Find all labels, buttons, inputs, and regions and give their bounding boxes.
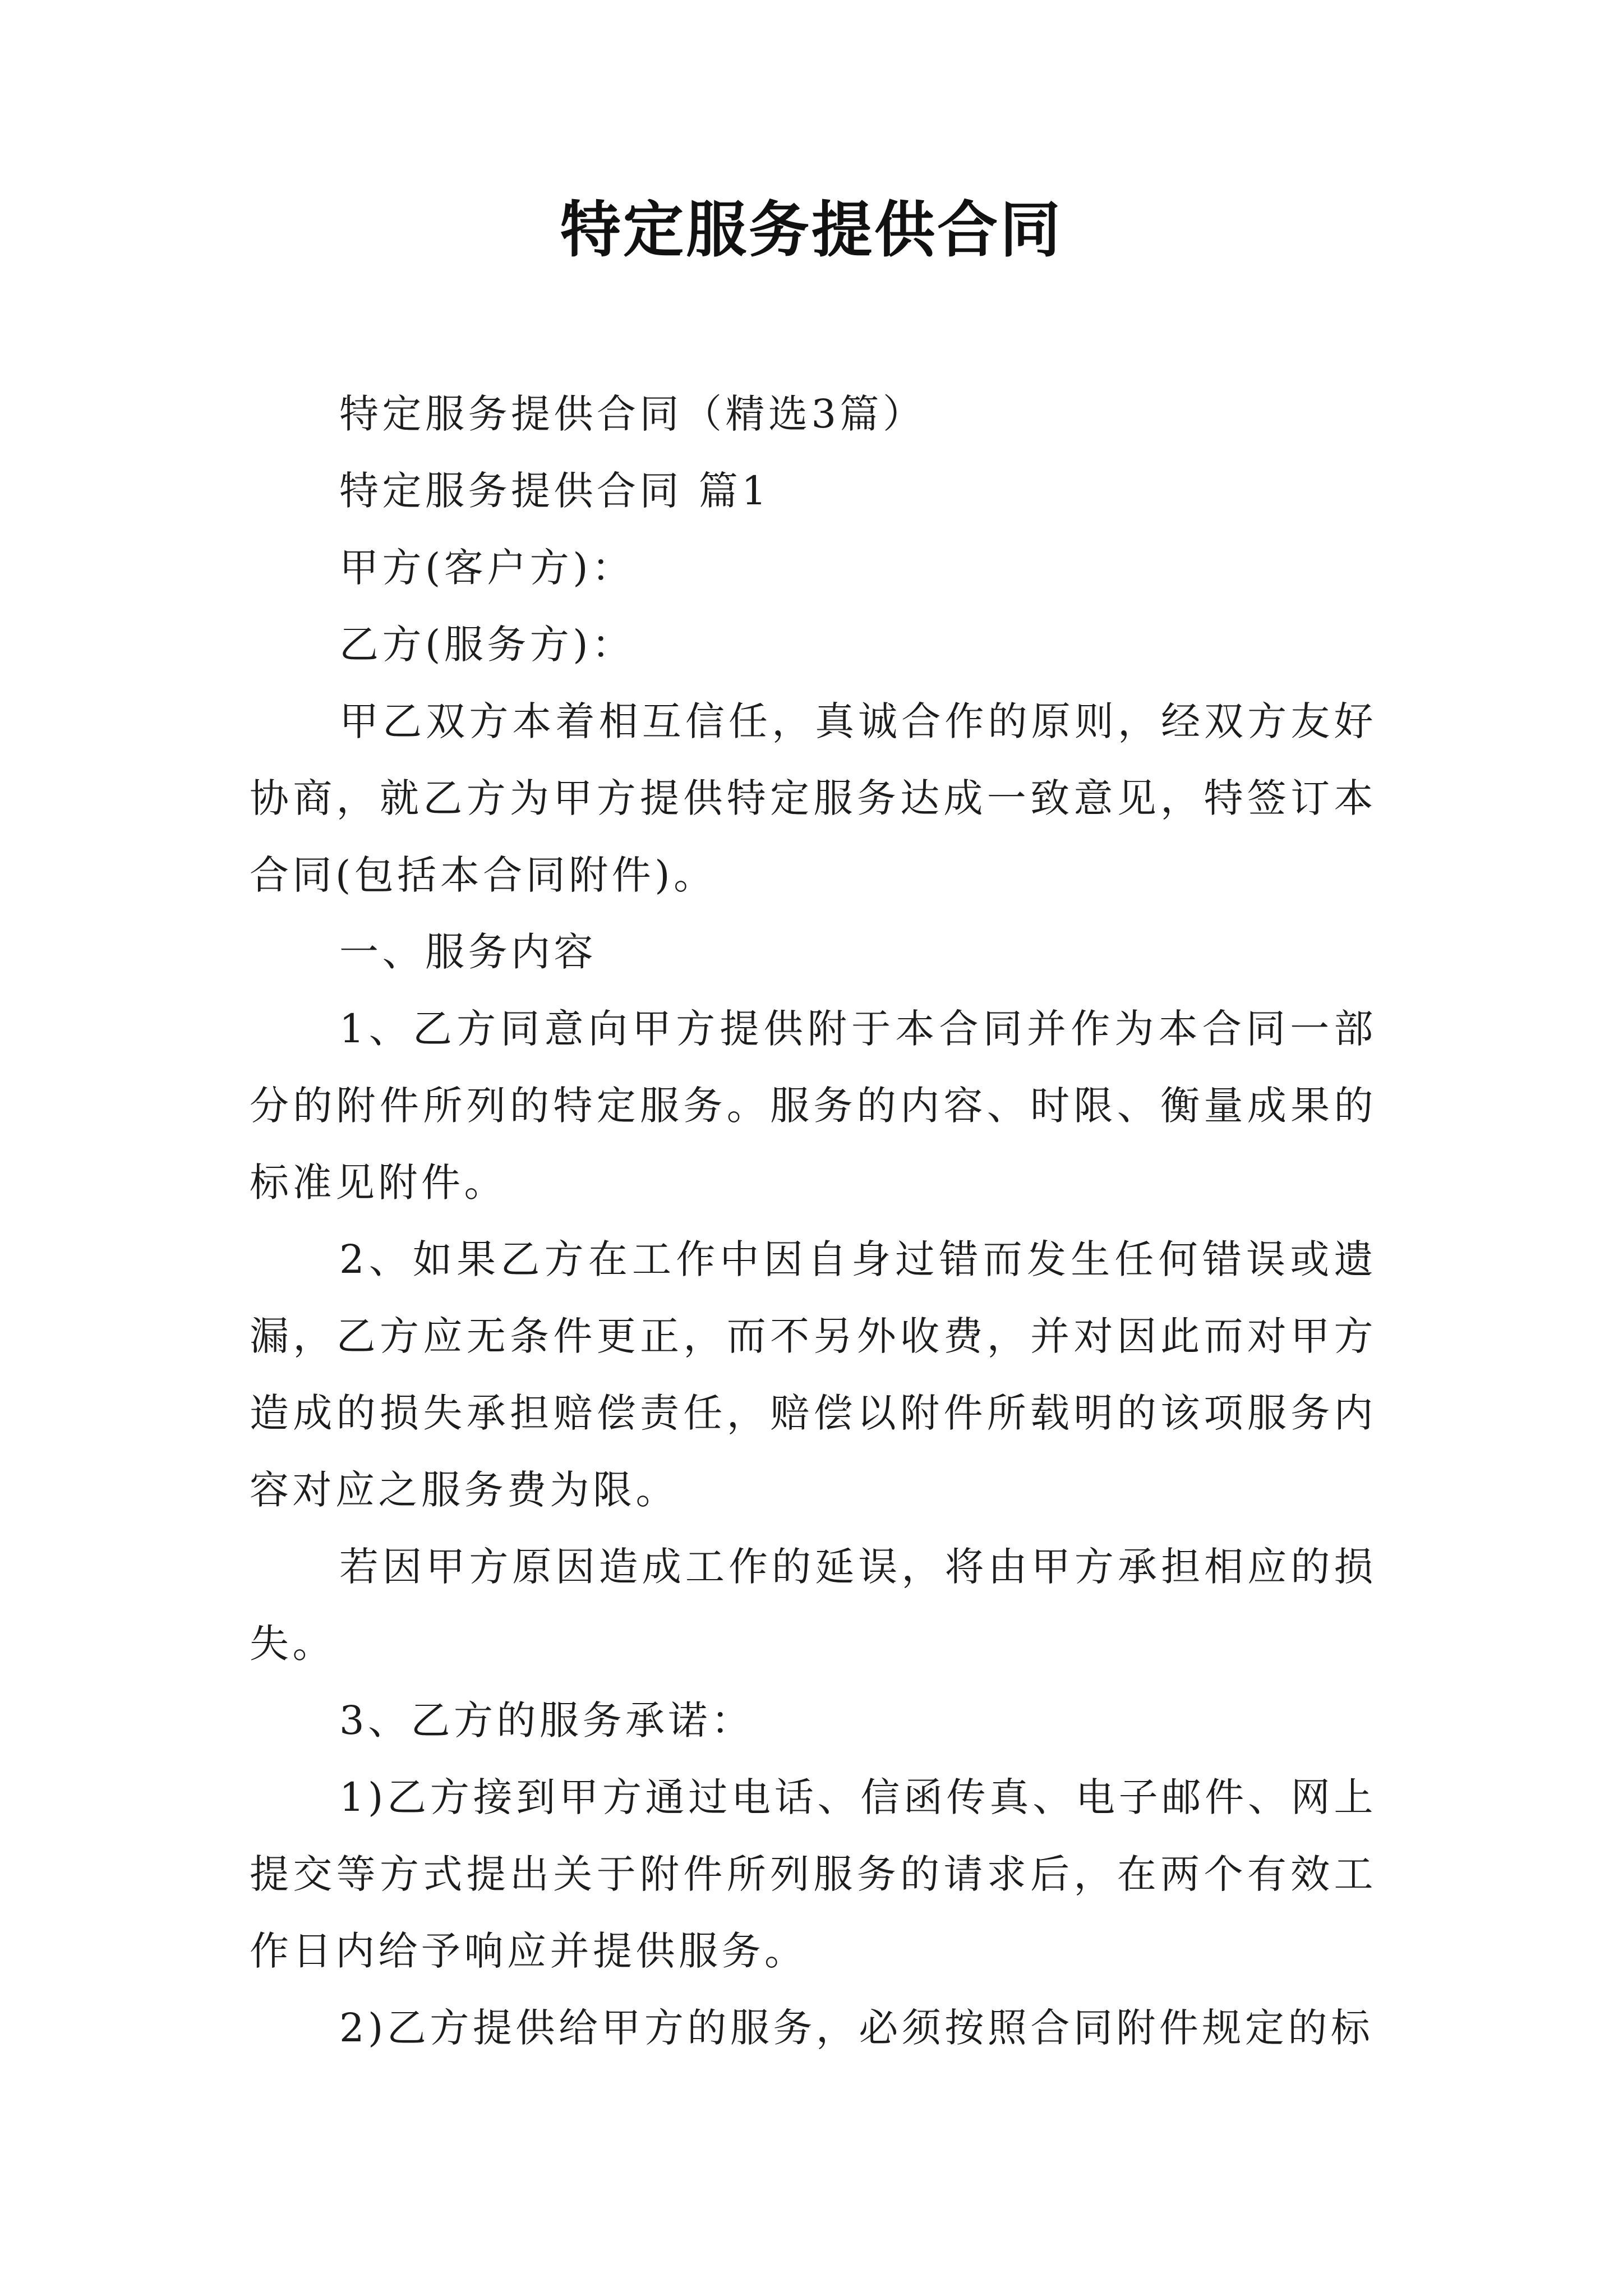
paragraph-section-heading: 特定服务提供合同 篇1: [339, 468, 771, 514]
paragraph-clause-1: 1、乙方同意向甲方提供附于本合同并作为本合同一部分的附件所列的特定服务。服务的内容、时限、衡量成果的标准见附件。: [250, 1006, 1377, 1205]
paragraph-clause-heading: 一、服务内容: [339, 929, 597, 975]
document-title: 特定服务提供合同: [560, 195, 1063, 265]
paragraph-clause-2-note: 若因甲方原因造成工作的延误，将由甲方承担相应的损失。: [250, 1544, 1377, 1667]
paragraph-preamble: 甲乙双方本着相互信任，真诚合作的原则，经双方友好协商，就乙方为甲方提供特定服务达成一致意见，特签订本合同(包括本合同附件)。: [250, 698, 1377, 898]
paragraph-subtitle: 特定服务提供合同（精选3篇）: [339, 391, 926, 437]
paragraph-clause-3-1: 1)乙方接到甲方通过电话、信函传真、电子邮件、网上提交等方式提出关于附件所列服务的请求后，在两个有效工作日内给予响应并提供服务。: [250, 1774, 1377, 1974]
paragraph-party-a: 甲方(客户方)：: [339, 545, 635, 591]
paragraph-clause-3: 3、乙方的服务承诺：: [339, 1697, 754, 1743]
paragraph-clause-3-2: 2)乙方提供给甲方的服务，必须按照合同附件规定的标: [339, 2005, 1374, 2051]
paragraph-party-b: 乙方(服务方)：: [339, 622, 635, 668]
paragraph-clause-2: 2、如果乙方在工作中因自身过错而发生任何错误或遗漏，乙方应无条件更正，而不另外收费，并对因此而对甲方造成的损失承担赔偿责任，赔偿以附件所载明的该项服务内容对应之服务费为限。: [250, 1236, 1377, 1513]
document-body: [250, 376, 1377, 2067]
